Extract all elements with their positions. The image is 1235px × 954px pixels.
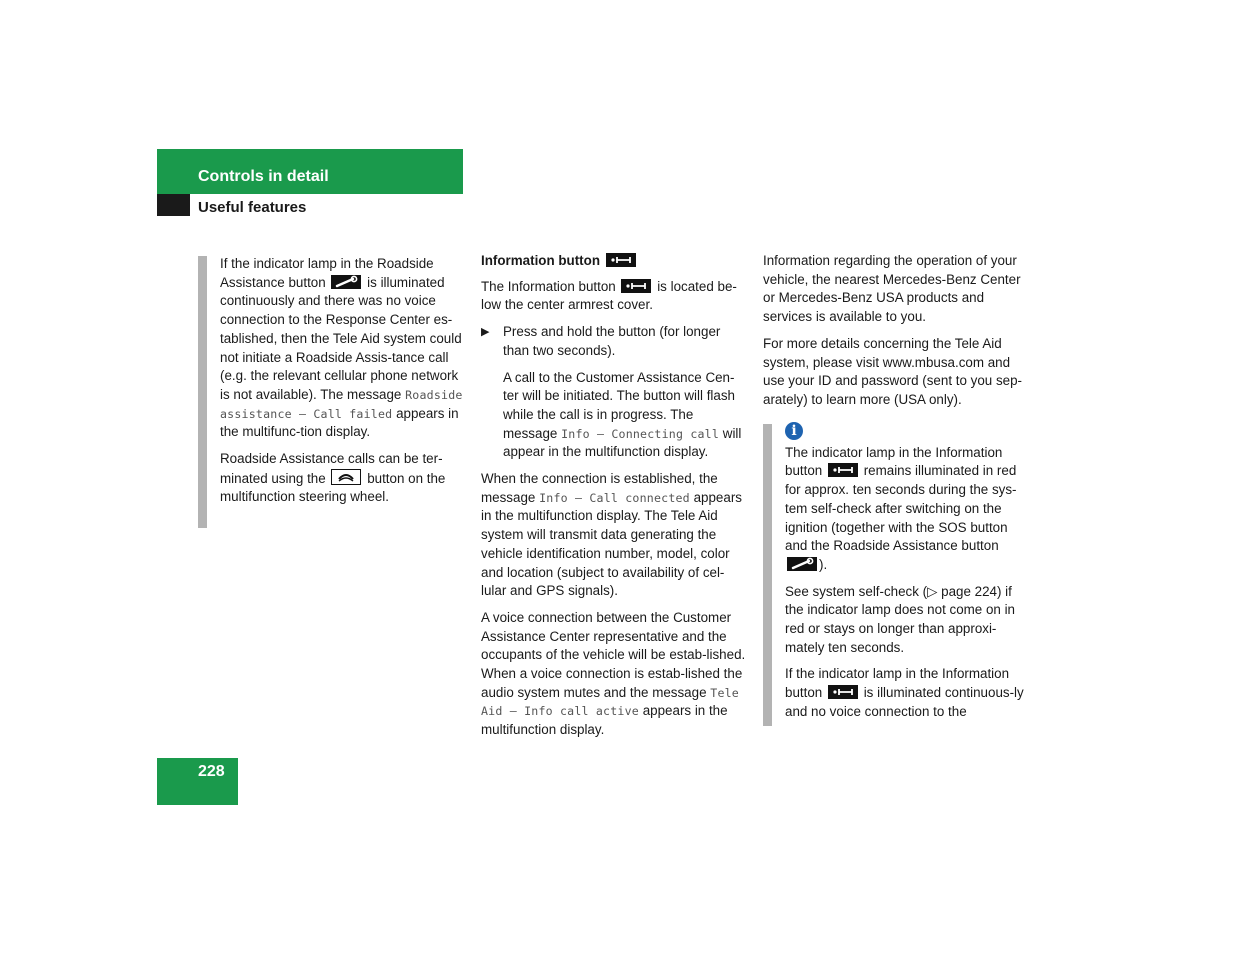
paragraph: The Information button is located be-low the center armrest cover. xyxy=(481,278,737,313)
section-heading: Information button xyxy=(481,252,747,271)
note-paragraph: The indicator lamp in the Information button remains illuminated in red for approx. ten seconds during the sys-tem self-check after switching on the ignition (together with the SOS button and the Roadside Assistance button ). xyxy=(785,444,1017,572)
note-bar-right xyxy=(763,424,772,726)
page-number: 228 xyxy=(198,763,225,780)
display-message: Info – Call connected xyxy=(539,490,690,505)
note-bar-left xyxy=(198,256,207,528)
subsection-title: Useful features xyxy=(198,199,307,216)
display-message: Tele Aid – Info call active xyxy=(481,685,739,719)
info-button-icon xyxy=(606,253,636,267)
subsection-marker xyxy=(157,194,190,216)
wrench-icon xyxy=(331,275,361,289)
display-message: Info – Connecting call xyxy=(561,426,720,441)
info-icon: i xyxy=(785,422,803,440)
info-button-icon xyxy=(828,463,858,477)
paragraph: Roadside Assistance calls can be ter-minated using the button on the multifunction steering wheel. xyxy=(220,451,446,505)
info-button-icon xyxy=(621,279,651,293)
wrench-icon xyxy=(787,557,817,571)
column-3 xyxy=(763,252,1031,418)
info-button-icon xyxy=(828,685,858,699)
info-note-header xyxy=(785,422,1031,441)
column-1 xyxy=(220,255,466,515)
paragraph: For more details concerning the Tele Aid system, please visit www.mbusa.com and use your ID and password (sent to you sep-arately) to learn more (USA only). xyxy=(763,335,1023,407)
column-2 xyxy=(481,252,747,748)
paragraph: Information regarding the operation of your vehicle, the nearest Mercedes-Benz Center or Mercedes-Benz USA products and services is available to you. xyxy=(763,253,1021,325)
note-paragraph: See system self-check (▷ page 224) if the indicator lamp does not come on in red or stays on longer than approxi-mately ten seconds. xyxy=(785,583,1016,655)
display-message: Roadside assistance – Call failed xyxy=(220,387,463,421)
bullet-arrow-icon: ▶ xyxy=(481,326,490,339)
step-result: A call to the Customer Assistance Cen-ter will be initiated. The button will flash while the call is in progress. The message Info – Connecting call will appear in the multifunction display. xyxy=(503,369,742,460)
paragraph: A voice connection between the Customer Assistance Center representative and the occupants of the vehicle will be estab-lished. When a voice connection is estab-lished the audio system mutes and the message Tele Aid – Info call active appears in the multifunction display. xyxy=(481,609,746,738)
step-item: ▶ Press and hold the button (for longer than two seconds). xyxy=(481,324,721,358)
paragraph: If the indicator lamp in the Roadside Assistance button is illuminated continuously and there was no voice connection to the Response Center es-tablished, then the Tele Aid system could not initiate a Roadside Assis-tance call (e.g. the relevant cellular phone network is not available). The message Roadside assistance – Call failed appears in the multifunc-tion display. xyxy=(220,256,463,440)
paragraph: When the connection is established, the message Info – Call connected appears in the multifunction display. The Tele Aid system will transmit data generating the vehicle identification number, model, color and location (subject to availability of cel-lular and GPS signals). xyxy=(481,471,742,599)
section-title: Controls in detail xyxy=(198,168,329,185)
note-paragraph: If the indicator lamp in the Information button is illuminated continuous-ly and no voice connection to the xyxy=(785,666,1024,719)
end-call-icon xyxy=(331,469,361,485)
info-note xyxy=(785,422,1031,730)
